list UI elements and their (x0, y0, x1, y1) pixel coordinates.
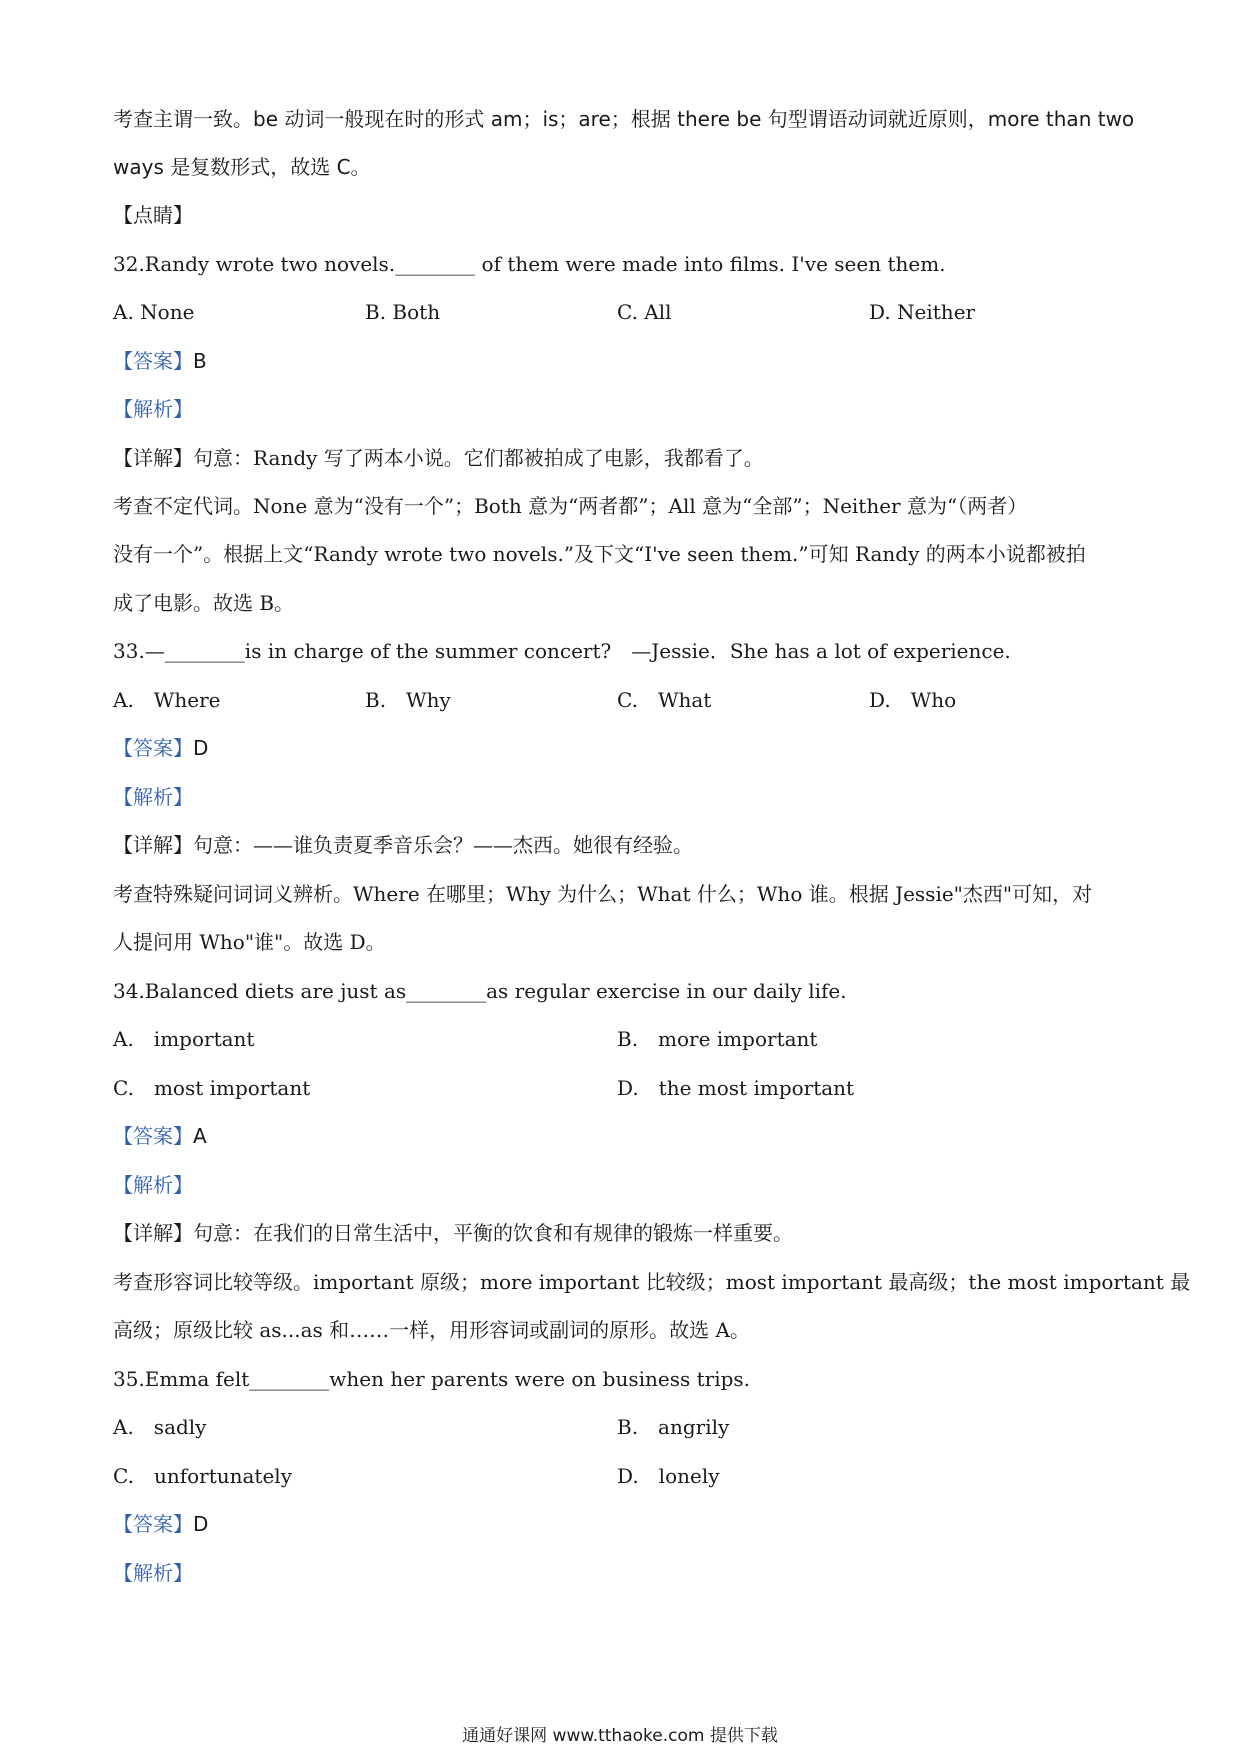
question-32-option-a: A. None (113, 300, 195, 324)
intro-line-1: 考查主谓一致。be 动词一般现在时的形式 am；is；are；根据 there be 句型谓语动词就近原则，more than two (113, 107, 1135, 131)
question-34-option-d: D. the most important (617, 1076, 855, 1100)
answer-tag: 【答案】 (113, 1124, 193, 1148)
question-33-explain-2: 人提问用 Who"谁"。故选 D。 (113, 930, 386, 954)
question-34-explain-2: 高级；原级比较 as...as 和……一样，用形容词或副词的原形。故选 A。 (113, 1318, 750, 1342)
question-33-option-a: A. Where (113, 688, 221, 712)
question-33-option-c: C. What (617, 688, 712, 712)
question-34-detail: 【详解】句意：在我们的日常生活中，平衡的饮食和有规律的锻炼一样重要。 (113, 1221, 793, 1245)
question-35-option-a: A. sadly (113, 1415, 207, 1439)
answer-tag: 【答案】 (113, 736, 193, 760)
question-32-stem: 32.Randy wrote two novels.________ of them were made into films. I've seen them. (113, 252, 946, 276)
question-33-option-b: B. Why (365, 688, 451, 712)
question-34-answer (113, 1122, 1133, 1150)
dianjing-tag: 【点睛】 (113, 203, 193, 227)
question-32-explain-3: 成了电影。故选 B。 (113, 591, 295, 615)
question-32-explain-2: 没有一个”。根据上文“Randy wrote two novels.”及下文“I've seen them.”可知 Randy 的两本小说都被拍 (113, 542, 1086, 566)
question-35-analysis-tag: 【解析】 (113, 1561, 193, 1585)
question-33-explain-1: 考查特殊疑问词词义辨析。Where 在哪里；Why 为什么；What 什么；Who 谁。根据 Jessie"杰西"可知，对 (113, 882, 1093, 906)
question-35-stem: 35.Emma felt________when her parents were on business trips. (113, 1367, 751, 1391)
answer-value: A (193, 1124, 207, 1148)
question-33-option-d: D. Who (869, 688, 957, 712)
question-34-stem: 34.Balanced diets are just as________as regular exercise in our daily life. (113, 979, 847, 1003)
question-35-option-d: D. lonely (617, 1464, 720, 1488)
intro-line-2: ways 是复数形式，故选 C。 (113, 155, 371, 179)
question-34-option-c: C. most important (113, 1076, 311, 1100)
question-32-explain-1: 考查不定代词。None 意为“没有一个”；Both 意为“两者都”；All 意为“全部”；Neither 意为“（两者） (113, 494, 1028, 518)
question-32-option-b: B. Both (365, 300, 441, 324)
question-35-option-c: C. unfortunately (113, 1464, 293, 1488)
answer-tag: 【答案】 (113, 1512, 193, 1536)
question-34-analysis-tag: 【解析】 (113, 1173, 193, 1197)
question-32-answer (113, 347, 1133, 375)
question-32-option-c: C. All (617, 300, 672, 324)
question-33-analysis-tag: 【解析】 (113, 785, 193, 809)
question-34-explain-1: 考查形容词比较等级。important 原级；more important 比较级；most important 最高级；the most important 最 (113, 1270, 1191, 1294)
question-34-option-a: A. important (113, 1027, 255, 1051)
question-33-detail: 【详解】句意：——谁负责夏季音乐会？——杰西。她很有经验。 (113, 833, 693, 857)
question-33-stem: 33.—________is in charge of the summer concert? —Jessie．She has a lot of experience. (113, 639, 1011, 663)
answer-value: B (193, 349, 207, 373)
question-35-answer (113, 1510, 1133, 1538)
question-34-option-b: B. more important (617, 1027, 818, 1051)
question-32-option-d: D. Neither (869, 300, 976, 324)
question-33-answer (113, 734, 1133, 762)
question-35-option-b: B. angrily (617, 1415, 730, 1439)
answer-value: D (193, 736, 209, 760)
answer-value: D (193, 1512, 209, 1536)
page-footer: 通通好课网 www.tthaoke.com 提供下载 (462, 1726, 778, 1746)
question-32-analysis-tag: 【解析】 (113, 397, 193, 421)
question-32-detail: 【详解】句意：Randy 写了两本小说。它们都被拍成了电影，我都看了。 (113, 446, 764, 470)
answer-tag: 【答案】 (113, 349, 193, 373)
